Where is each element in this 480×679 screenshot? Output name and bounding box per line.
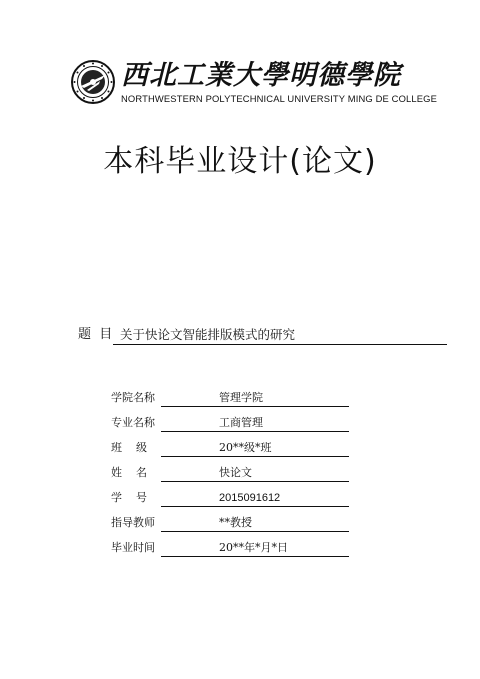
info-label: 班 级 [111,441,147,454]
info-row-college [111,389,351,409]
info-value: 20**级*班 [219,441,272,454]
info-row-student-id [111,489,351,509]
info-row-name [111,464,351,484]
college-header [71,60,437,110]
info-value: 20**年*月*日 [219,541,288,554]
info-row-advisor [111,514,351,534]
info-row-class [111,439,351,459]
info-underline [161,464,349,482]
info-row-graduation [111,539,351,559]
info-label: 指导教师 [111,516,155,529]
info-label: 姓 名 [111,466,147,479]
page-title: 本科毕业设计(论文) [103,144,377,179]
topic-label: 题 目 [78,327,113,342]
info-label: 学 号 [111,491,147,504]
info-value: 管理学院 [219,391,263,404]
university-seal-icon [71,60,115,104]
info-underline [161,514,349,532]
info-value: 快论文 [219,466,252,479]
info-label: 专业名称 [111,416,155,429]
info-row-major [111,414,351,434]
university-name-cn: 西北工業大學明德學院 [121,60,401,91]
info-label: 学院名称 [111,391,155,404]
info-label: 毕业时间 [111,541,155,554]
university-name-en: NORTHWESTERN POLYTECHNICAL UNIVERSITY MING DE COLLEGE [121,93,437,104]
info-value: 工商管理 [219,416,263,429]
info-value: 2015091612 [219,492,281,504]
info-value: **教授 [219,516,252,529]
thesis-topic [78,326,378,346]
topic-value: 关于快论文智能排版模式的研究 [120,327,296,342]
